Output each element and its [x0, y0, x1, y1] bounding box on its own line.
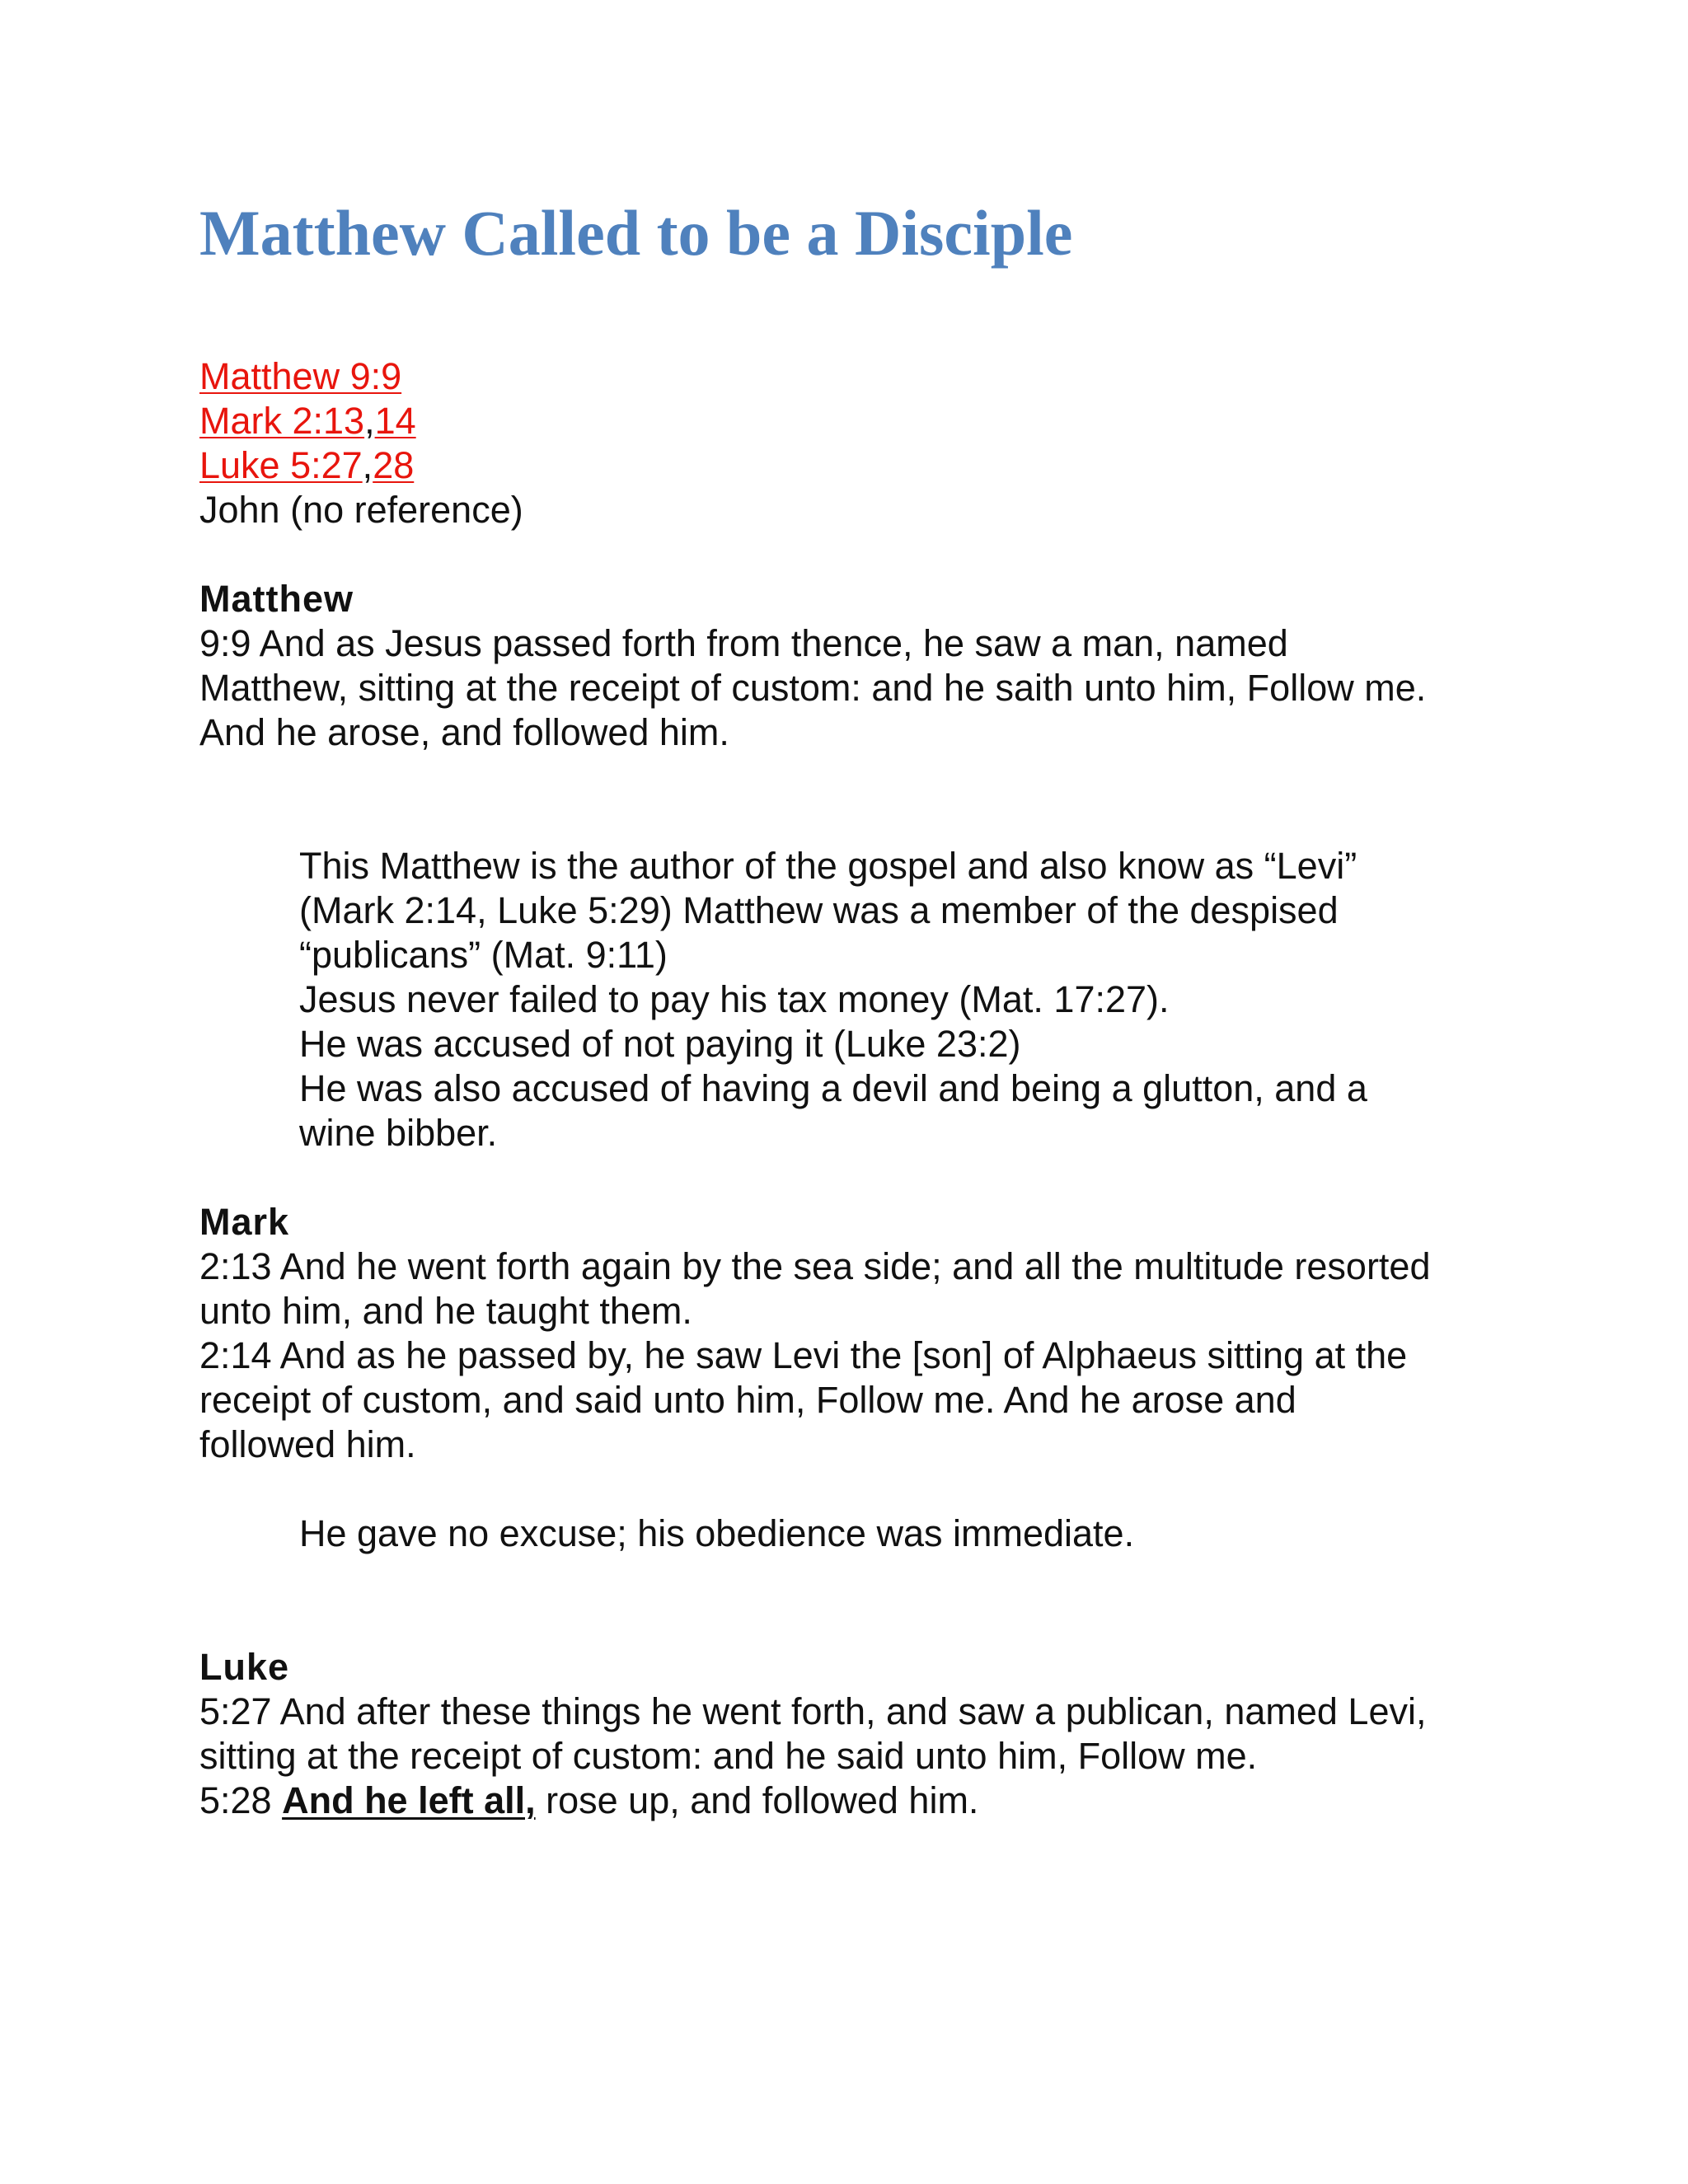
verse-line: Matthew, sitting at the receipt of custom: and he saith unto him, Follow me. [199, 667, 1427, 709]
commentary-line: This Matthew is the author of the gospel and also know as “Levi” [299, 845, 1357, 887]
reference-luke [199, 443, 1535, 488]
verse-line: receipt of custom, and said unto him, Follow me. And he arose and [199, 1379, 1296, 1421]
spacer [199, 1467, 1535, 1511]
verse-number: 5:28 [199, 1779, 283, 1821]
verse-line: 5:27 And after these things he went forth, and saw a publican, named Levi, [199, 1690, 1427, 1732]
mark-commentary [299, 1511, 1535, 1556]
reference-matthew [199, 354, 1535, 399]
document-page [199, 198, 1535, 1823]
reference-mark [199, 399, 1535, 443]
mark-section [199, 1200, 1535, 1467]
spacer [199, 532, 1535, 577]
verse-line: And he arose, and followed him. [199, 711, 729, 753]
spacer [199, 755, 1535, 844]
verse-line: 2:14 And as he passed by, he saw Levi the [son] of Alphaeus sitting at the [199, 1334, 1408, 1376]
page-title: Matthew Called to be a Disciple [199, 197, 1073, 269]
commentary-line: (Mark 2:14, Luke 5:29) Matthew was a member of the despised [299, 889, 1339, 931]
verse-line: 2:13 And he went forth again by the sea side; and all the multitude resorted [199, 1245, 1431, 1287]
link-mark-2-13[interactable]: Mark 2:13 [199, 400, 365, 442]
link-mark-2-14[interactable]: 14 [374, 400, 416, 442]
section-heading-matthew: Matthew [199, 578, 354, 620]
commentary-line: He gave no excuse; his obedience was immediate. [299, 1512, 1135, 1554]
reference-separator: , [362, 444, 373, 486]
link-luke-5-28[interactable]: 28 [373, 444, 415, 486]
matthew-section [199, 577, 1535, 755]
verse-text: rose up, and followed him. [535, 1779, 979, 1821]
verse-line-5-28 [199, 1779, 1535, 1823]
reference-list [199, 354, 1535, 532]
matthew-commentary [299, 844, 1535, 1155]
commentary-line: “publicans” (Mat. 9:11) [299, 934, 668, 976]
reference-separator: , [364, 400, 375, 442]
luke-section [199, 1645, 1535, 1823]
commentary-line: Jesus never failed to pay his tax money (Mat. 17:27). [299, 978, 1170, 1020]
verse-line: followed him. [199, 1423, 416, 1465]
verse-line: unto him, and he taught them. [199, 1290, 692, 1332]
commentary-line: wine bibber. [299, 1112, 498, 1154]
link-luke-5-27[interactable]: Luke 5:27 [199, 444, 363, 486]
verse-line: sitting at the receipt of custom: and he said unto him, Follow me. [199, 1735, 1258, 1777]
section-heading-mark: Mark [199, 1201, 290, 1243]
reference-john: John (no reference) [199, 489, 523, 531]
commentary-line: He was accused of not paying it (Luke 23:2) [299, 1023, 1021, 1065]
spacer [199, 1155, 1535, 1200]
link-matthew-9-9[interactable]: Matthew 9:9 [199, 355, 402, 397]
emphasized-phrase: And he left all, [282, 1779, 536, 1821]
verse-line: 9:9 And as Jesus passed forth from thence, he saw a man, named [199, 622, 1288, 664]
commentary-line: He was also accused of having a devil and being a glutton, and a [299, 1067, 1367, 1109]
spacer [199, 1556, 1535, 1645]
section-heading-luke: Luke [199, 1646, 290, 1688]
